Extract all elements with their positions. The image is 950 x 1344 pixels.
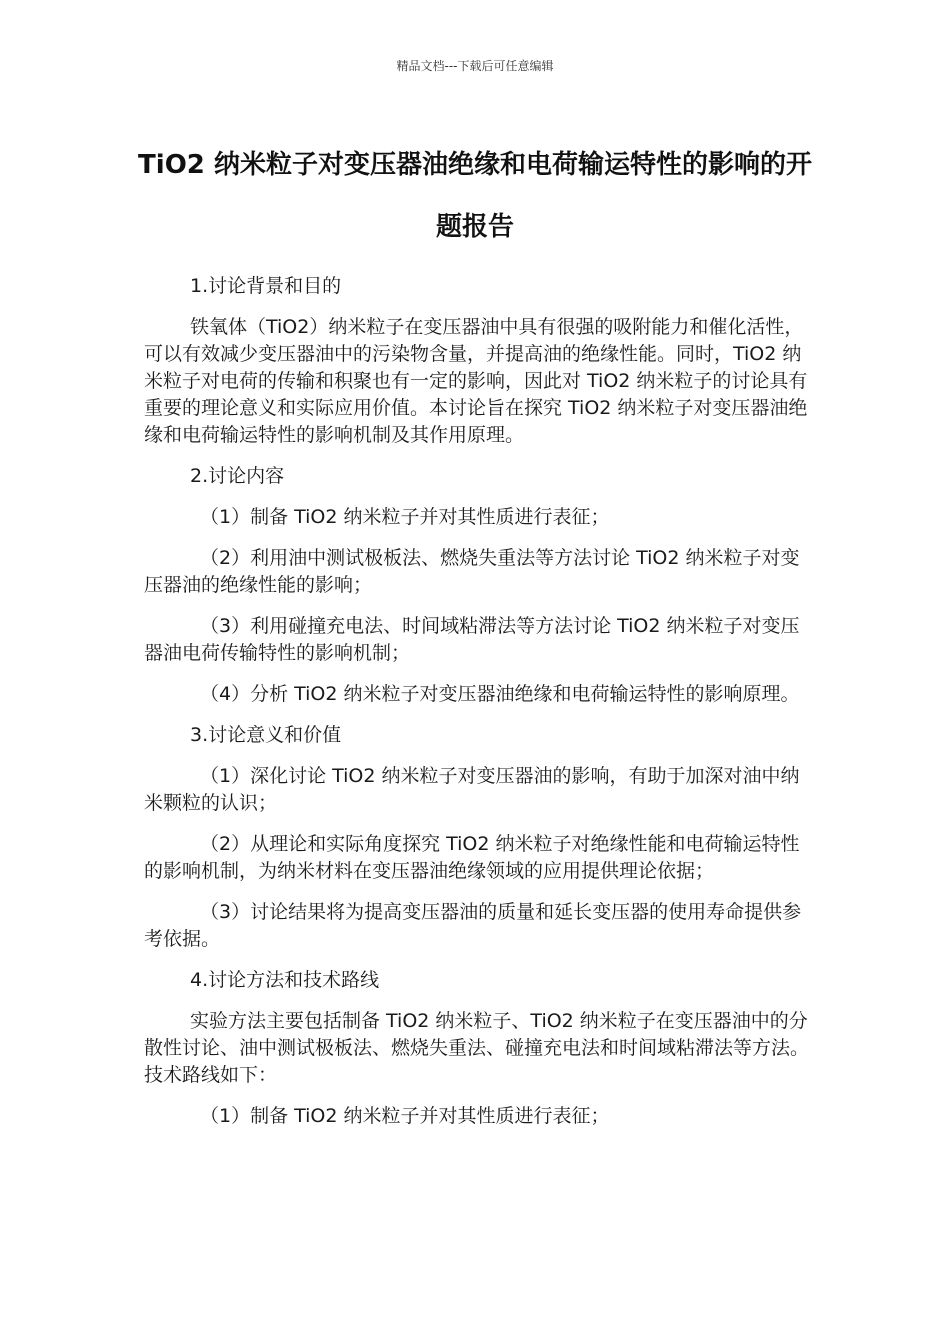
section-heading-content: 2.讨论内容 (190, 465, 285, 487)
paragraph-methods: 实验方法主要包括制备 TiO2 纳米粒子、TiO2 纳米粒子在变压器油中的分散性讨论、油中测试极板法、燃烧失重法、碰撞充电法和时间域粘滞法等方法。技术路线如下： (144, 1010, 810, 1086)
list-item: （3）讨论结果将为提高变压器油的质量和延长变压器的使用寿命提供参考依据。 (144, 901, 802, 950)
list-item: （2）利用油中测试极板法、燃烧失重法等方法讨论 TiO2 纳米粒子对变压器油的绝缘性能的影响； (144, 547, 800, 596)
list-item: （4）分析 TiO2 纳米粒子对变压器油绝缘和电荷输运特性的影响原理。 (200, 683, 800, 705)
page-header: 精品文档---下载后可任意编辑 (396, 59, 554, 73)
paragraph-background: 铁氧体（TiO2）纳米粒子在变压器油中具有很强的吸附能力和催化活性，可以有效减少变压器油中的污染物含量，并提高油的绝缘性能。同时，TiO2 纳米粒子对电荷的传输和积聚也有一定的影响，因此对 TiO2 纳米粒子的讨论具有重要的理论意义和实际应用价值。本讨论旨在探究 TiO2 纳米粒子对变压器油绝缘和电荷输运特性的影响机制及其作用原理。 (144, 316, 808, 446)
list-item: （1）深化讨论 TiO2 纳米粒子对变压器油的影响，有助于加深对油中纳米颗粒的认识； (144, 765, 800, 814)
section-heading-significance: 3.讨论意义和价值 (190, 724, 342, 746)
document-title: TiO2 纳米粒子对变压器油绝缘和电荷输运特性的影响的开题报告 (138, 150, 812, 242)
document-body (144, 273, 809, 1144)
list-item: （2）从理论和实际角度探究 TiO2 纳米粒子对绝缘性能和电荷输运特性的影响机制，为纳米材料在变压器油绝缘领域的应用提供理论依据； (144, 833, 800, 882)
list-item: （1）制备 TiO2 纳米粒子并对其性质进行表征； (200, 506, 610, 528)
list-item: （1）制备 TiO2 纳米粒子并对其性质进行表征； (200, 1105, 610, 1127)
section-heading-background: 1.讨论背景和目的 (190, 275, 342, 297)
section-heading-methods: 4.讨论方法和技术路线 (190, 969, 380, 991)
list-item: （3）利用碰撞充电法、时间域粘滞法等方法讨论 TiO2 纳米粒子对变压器油电荷传输特性的影响机制； (144, 615, 800, 664)
